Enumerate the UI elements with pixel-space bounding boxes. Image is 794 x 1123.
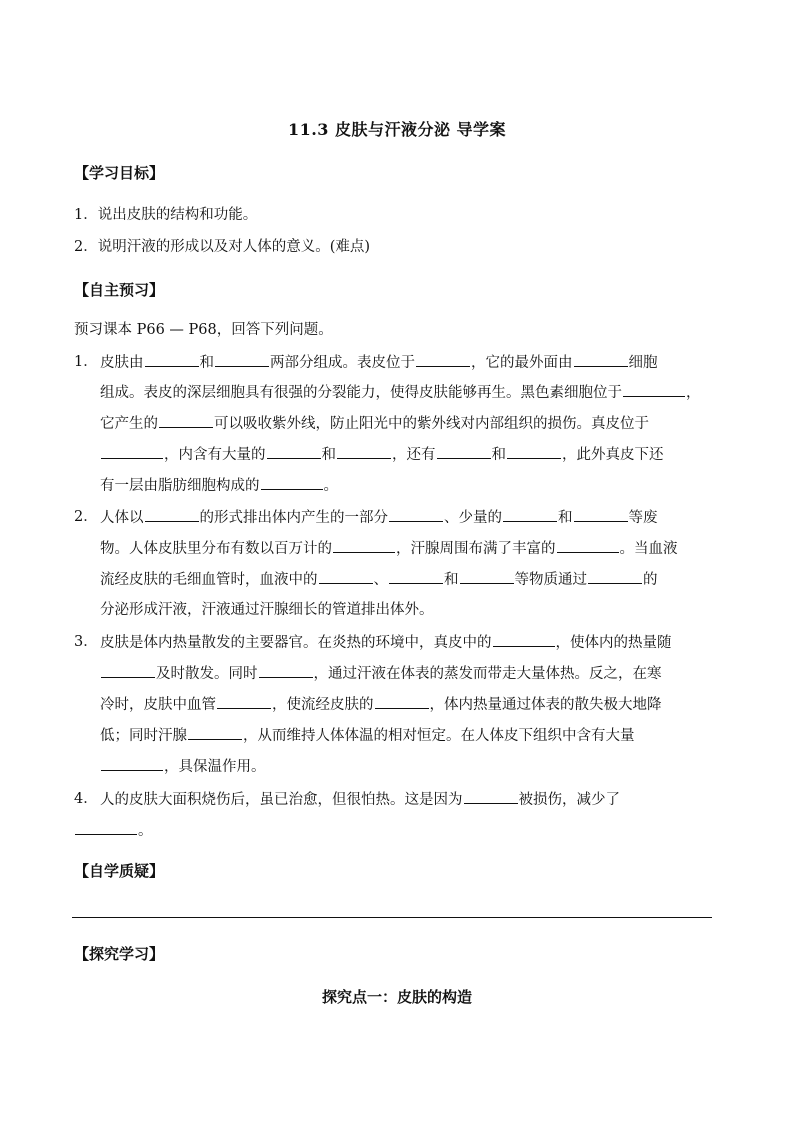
blank[interactable]	[261, 475, 323, 490]
text: ，汗腺周围布满了丰富的	[396, 541, 556, 557]
text: 人的皮肤大面积烧伤后，虽已治愈，但很怕热。这是因为	[100, 792, 463, 808]
question-2-line-1	[100, 507, 658, 528]
blank[interactable]	[574, 352, 628, 367]
question-2-line-4: 分泌形成汗液，汗液通过汗腺细长的管道排出体外。	[100, 602, 434, 618]
blank[interactable]	[416, 352, 470, 367]
question-1-line-5	[100, 475, 338, 496]
text: 人体以	[100, 510, 144, 526]
question-2-number: 2．	[74, 509, 98, 525]
blank[interactable]	[337, 444, 391, 459]
text: 和	[199, 355, 214, 371]
text: 和	[491, 447, 506, 463]
text: 被损伤，减少了	[518, 792, 620, 808]
blank[interactable]	[460, 569, 514, 584]
text: 等废	[628, 510, 658, 526]
question-1-line-1	[100, 352, 658, 373]
text: 及时散发。同时	[156, 666, 258, 682]
question-2-line-3	[100, 569, 658, 590]
text: 冷时，皮肤中血管	[100, 697, 216, 713]
question-4-line-2	[74, 820, 153, 841]
text: ，内含有大量的	[164, 447, 266, 463]
question-1-line-3	[100, 413, 649, 434]
text: 可以吸收紫外线，防止阳光中的紫外线对内部组织的损伤。真皮位于	[214, 416, 649, 432]
blank[interactable]	[145, 507, 199, 522]
page-title: 11.3 皮肤与汗液分泌 导学案	[287, 120, 507, 139]
goal-item-2: 2．说明汗液的形成以及对人体的意义。(难点)	[74, 239, 371, 255]
blank[interactable]	[267, 444, 321, 459]
text: ，体内热量通过体表的散失极大地降	[429, 697, 662, 713]
text: 物。人体皮肤里分布有数以百万计的	[100, 541, 332, 557]
text: 两部分组成。表皮位于	[270, 355, 415, 371]
blank[interactable]	[437, 444, 491, 459]
blank[interactable]	[215, 352, 269, 367]
text: 组成。表皮的深层细胞具有很强的分裂能力，使得皮肤能够再生。黑色素细胞位于	[100, 385, 622, 401]
question-2-line-2	[100, 538, 678, 559]
blank[interactable]	[493, 632, 555, 647]
text: 低；同时汗腺	[100, 728, 187, 744]
text: 、	[373, 572, 388, 588]
blank[interactable]	[503, 507, 557, 522]
section-questions: 【自学质疑】	[74, 862, 165, 880]
answer-line[interactable]	[72, 917, 712, 918]
explore-point-heading: 探究点一：皮肤的构造	[321, 988, 472, 1006]
text: 和	[558, 510, 573, 526]
blank[interactable]	[159, 413, 213, 428]
preview-intro: 预习课本 P66 — P68，回答下列问题。	[74, 322, 333, 338]
blank[interactable]	[464, 789, 518, 804]
text: 流经皮肤的毛细血管时，血液中的	[100, 572, 318, 588]
question-4-number: 4．	[74, 791, 98, 807]
question-3-line-5	[100, 756, 266, 777]
blank[interactable]	[623, 382, 685, 397]
blank[interactable]	[333, 538, 395, 553]
blank[interactable]	[217, 694, 271, 709]
text: 的形式排出体内产生的一部分	[199, 510, 388, 526]
text: 和	[321, 447, 336, 463]
question-3-line-3	[100, 694, 662, 715]
text: ，此外真皮下还	[562, 447, 664, 463]
blank[interactable]	[145, 352, 199, 367]
blank[interactable]	[507, 444, 561, 459]
text: ，从而维持人体体温的相对恒定。在人体皮下组织中含有大量	[243, 728, 635, 744]
text: ，还有	[392, 447, 436, 463]
blank[interactable]	[375, 694, 429, 709]
question-1-number: 1．	[74, 354, 98, 370]
text: 。	[138, 823, 153, 839]
question-4-line-1	[100, 789, 620, 810]
text: ，使体内的热量随	[555, 635, 672, 651]
blank[interactable]	[259, 663, 313, 678]
text: 有一层由脂肪细胞构成的	[100, 478, 260, 494]
text: 的	[643, 572, 658, 588]
section-preview: 【自主预习】	[74, 281, 165, 299]
blank[interactable]	[101, 756, 163, 771]
section-explore: 【探究学习】	[74, 945, 165, 963]
text: 它产生的	[100, 416, 158, 432]
text: ，使流经皮肤的	[272, 697, 374, 713]
question-3-number: 3．	[74, 634, 98, 650]
blank[interactable]	[75, 820, 137, 835]
blank[interactable]	[389, 569, 443, 584]
text: 、少量的	[444, 510, 502, 526]
text: 。当血液	[619, 541, 678, 557]
blank[interactable]	[188, 725, 242, 740]
text: 细胞	[628, 355, 658, 371]
text: ，它的最外面由	[471, 355, 573, 371]
blank[interactable]	[101, 444, 163, 459]
blank[interactable]	[574, 507, 628, 522]
blank[interactable]	[319, 569, 373, 584]
text: ，	[686, 385, 701, 401]
question-3-line-4	[100, 725, 635, 746]
blank[interactable]	[389, 507, 443, 522]
blank[interactable]	[101, 663, 155, 678]
text: ，通过汗液在体表的蒸发而带走大量体热。反之，在寒	[313, 666, 662, 682]
text: 皮肤由	[100, 355, 144, 371]
text: 和	[444, 572, 459, 588]
text: 等物质通过	[514, 572, 587, 588]
text: ，具保温作用。	[164, 759, 266, 775]
blank[interactable]	[557, 538, 619, 553]
text: 皮肤是体内热量散发的主要器官。在炎热的环境中，真皮中的	[100, 635, 492, 651]
goal-item-1: 1．说出皮肤的结构和功能。	[74, 207, 258, 223]
question-1-line-2	[100, 382, 701, 403]
question-1-line-4	[100, 444, 664, 465]
blank[interactable]	[588, 569, 642, 584]
text: 。	[323, 478, 338, 494]
section-goals: 【学习目标】	[74, 164, 165, 182]
question-3-line-2	[100, 663, 662, 684]
question-3-line-1	[100, 632, 672, 653]
